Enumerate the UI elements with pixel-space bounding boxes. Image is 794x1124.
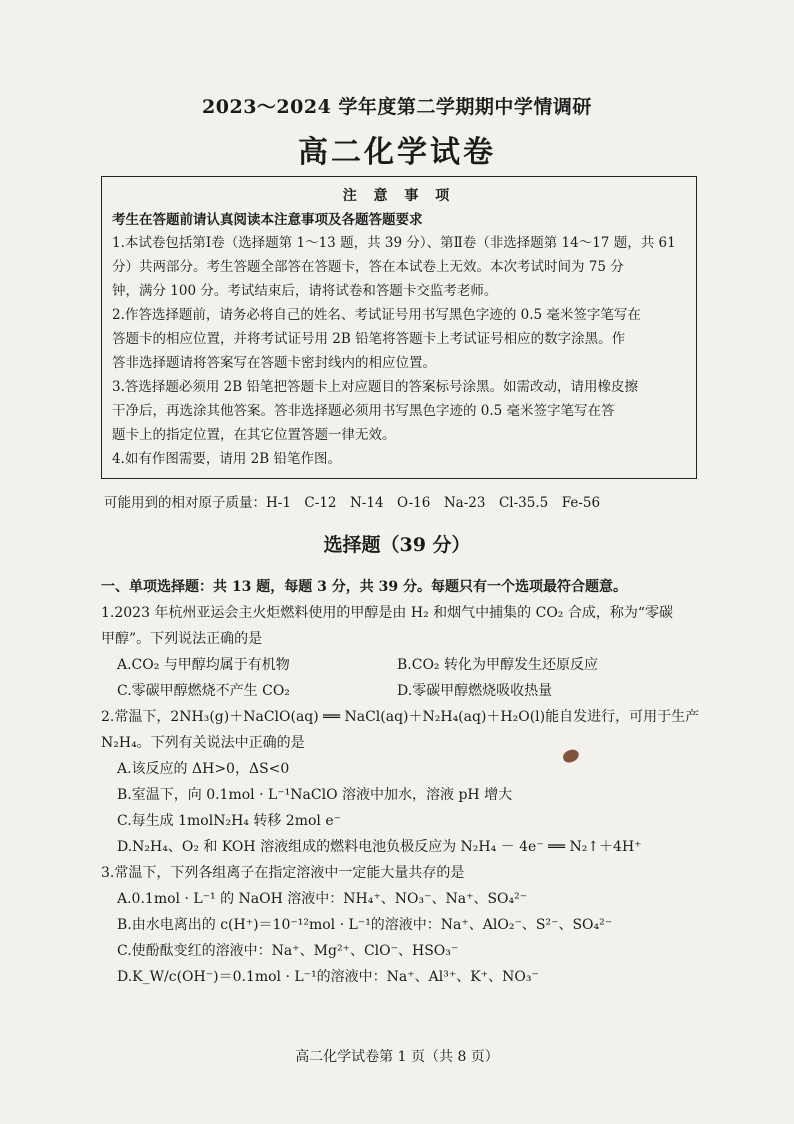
option-row (101, 678, 701, 704)
notice-line: 3.答选择题必须用 2B 铅笔把答题卡上对应题目的答案标号涂黑。如需改动，请用橡皮擦 (112, 379, 638, 395)
notice-line: 1.本试卷包括第Ⅰ卷（选择题第 1～13 题，共 39 分）、第Ⅱ卷（非选择题第 14～17 题，共 61 (112, 235, 676, 251)
option-c: C.每生成 1molN₂H₄ 转移 2mol e⁻ (117, 813, 341, 829)
option-d: D.N₂H₄、O₂ 和 KOH 溶液组成的燃料电池负极反应为 N₂H₄ － 4e⁻ ══ N₂↑＋4H⁺ (117, 839, 642, 855)
part-heading: 一、单项选择题：共 13 题，每题 3 分，共 39 分。每题只有一个选项最符合题意。 (101, 579, 627, 595)
notice-intro: 考生在答题前请认真阅读本注意事项及各题答题要求 (112, 212, 423, 228)
option-b: B.室温下，向 0.1mol · L⁻¹NaClO 溶液中加水，溶液 pH 增大 (117, 787, 513, 803)
option-b: B.CO₂ 转化为甲醇发生还原反应 (397, 657, 598, 673)
notice-heading: 注 意 事 项 (342, 188, 456, 204)
notice-line: 答题卡的相应位置，并将考试证号用 2B 铅笔将答题卡上考试证号相应的数字涂黑。作 (112, 331, 626, 347)
notice-item-2 (112, 303, 686, 375)
question-2 (101, 704, 701, 860)
notice-line: 4.如有作图需要，请用 2B 铅笔作图。 (112, 451, 341, 467)
question-stem: 2.常温下，2NH₃(g)＋NaClO(aq) ══ NaCl(aq)＋N₂H₄(aq)＋H₂O(l)能自发进行，可用于生产 (101, 709, 700, 725)
notice-item-3 (112, 375, 686, 447)
option-a: A.该反应的 ΔH>0，ΔS<0 (117, 761, 290, 777)
option-a: A.0.1mol · L⁻¹ 的 NaOH 溶液中：NH₄⁺、NO₃⁻、Na⁺、SO₄²⁻ (117, 891, 528, 907)
option-d: D.K_W/c(OH⁻)＝0.1mol · L⁻¹的溶液中：Na⁺、Al³⁺、K⁺、NO₃⁻ (117, 969, 539, 985)
notice-box (101, 176, 697, 479)
exam-title: 2023～2024 学年度第二学期期中学情调研 (202, 96, 592, 118)
question-3 (101, 860, 701, 990)
section-title: 选择题（39 分） (323, 534, 471, 556)
atomic-masses: 可能用到的相对原子质量：H-1 C-12 N-14 O-16 Na-23 Cl-35.5 Fe-56 (104, 495, 601, 511)
question-stem: 甲醇”。下列说法正确的是 (101, 631, 263, 647)
page-footer: 高二化学试卷第 1 页（共 8 页） (295, 1049, 499, 1065)
notice-line: 钟，满分 100 分。考试结束后，请将试卷和答题卡交监考老师。 (112, 283, 498, 299)
question-1 (101, 600, 701, 704)
option-row (101, 652, 701, 678)
notice-line: 干净后，再选涂其他答案。答非选择题必须用书写黑色字迹的 0.5 毫米签字笔写在答 (112, 403, 615, 419)
option-b: B.由水电离出的 c(H⁺)＝10⁻¹²mol · L⁻¹的溶液中：Na⁺、AlO₂⁻、S²⁻、SO₄²⁻ (117, 917, 613, 933)
notice-line: 题卡上的指定位置，在其它位置答题一律无效。 (112, 427, 396, 443)
option-a: A.CO₂ 与甲醇均属于有机物 (117, 657, 290, 673)
question-stem: 3.常温下，下列各组离子在指定溶液中一定能大量共存的是 (101, 865, 465, 881)
notice-line: 分）共两部分。考生答题全部答在答题卡，答在本试卷上无效。本次考试时间为 75 分 (112, 259, 624, 275)
notice-line: 2.作答选择题前，请务必将自己的姓名、考试证号用书写黑色字迹的 0.5 毫米签字笔写在 (112, 307, 641, 323)
question-stem: N₂H₄。下列有关说法中正确的是 (101, 735, 305, 751)
notice-line: 答非选择题请将答案写在答题卡密封线内的相应位置。 (112, 355, 436, 371)
question-stem: 1.2023 年杭州亚运会主火炬燃料使用的甲醇是由 H₂ 和烟气中捕集的 CO₂ 合成，称为“零碳 (101, 605, 674, 621)
notice-item-4 (112, 447, 686, 471)
questions (101, 574, 701, 990)
option-c: C.使酚酞变红的溶液中：Na⁺、Mg²⁺、ClO⁻、HSO₃⁻ (117, 943, 459, 959)
notice-item-1 (112, 231, 686, 303)
option-d: D.零碳甲醇燃烧吸收热量 (397, 683, 553, 699)
option-c: C.零碳甲醇燃烧不产生 CO₂ (117, 683, 290, 699)
paper-title: 高二化学试卷 (298, 135, 496, 170)
